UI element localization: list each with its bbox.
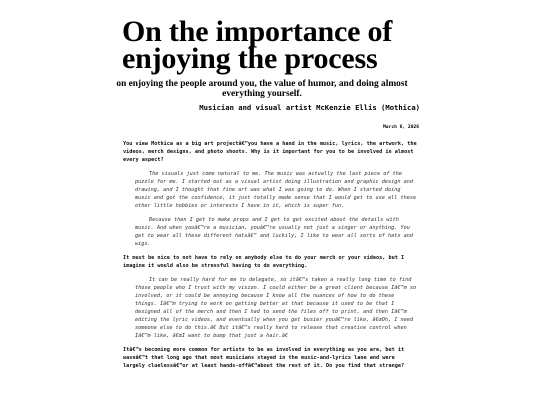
article-subtitle: on enjoying the people around you, the value of humor, and doing almost everything yourself. [116,79,408,99]
interview-body [123,140,419,376]
article-title: On the importance of enjoying the process [122,15,393,75]
interview-question: It must be nice to not have to rely on anybody else to do your merch or your videos, but I imagine it would also be stressful having to do everything. [123,255,405,269]
interview-answer: Because then I get to make props and I get to get excited about the details with music. And when youâ€™re a musician, youâ€™re usually not just a singer or anything. You get to wear all these different hatsâ€” and luckily, I like to wear all sorts of hats and wigs. [135,217,413,247]
article-date: March 6, 2026 [383,125,419,130]
interview-answer: It can be really hard for me to delegate, so itâ€™s taken a really long time to find those people who I trust with my vision. I could either be a great client because Iâ€™m so involved, or it could be annoying because I know all the nuances of how to do these things. Iâ€™m trying to work on getting better at that because it used to be that I designed all of the merch and then I had to send the files off to print, and then Iâ€™m editing the lyric videos, and eventually when you get busier youâ€™re like, â€œOh, I need someone else to do this.â€ But itâ€™s really hard to release that creative control when Iâ€™m like, â€œI want to bump that just a hair.â€ [135,277,417,339]
interview-question: Itâ€™s becoming more common for artists to be as involved in everything as you are, but it wasnâ€™t that long ago that most musicians stayed in the music-and-lyrics lane and were largely cluelessâ€”or at least hands-offâ€”about the rest of it. Do you find that strange? [123,347,405,369]
article-byline: Musician and visual artist McKenzie Ellis (Mothica) [199,103,420,112]
interview-answer: The visuals just come natural to me. The music was actually the last piece of the puzzle for me. I started out as a visual artist doing illustration and graphic design and drawing, and I thought that fine art was what I was going to do. When I started doing music and got the confidence, it just totally made sense that I would get to use all these other little hobbies or interests I have in it, which is super fun. [135,171,417,209]
interview-question: You view Mothica as a big art projectâ€”you have a hand in the music, lyrics, the artwork, the videos, merch designs, and photo shoots. Why is it important for you to be involved in almost every aspect? [123,141,417,163]
